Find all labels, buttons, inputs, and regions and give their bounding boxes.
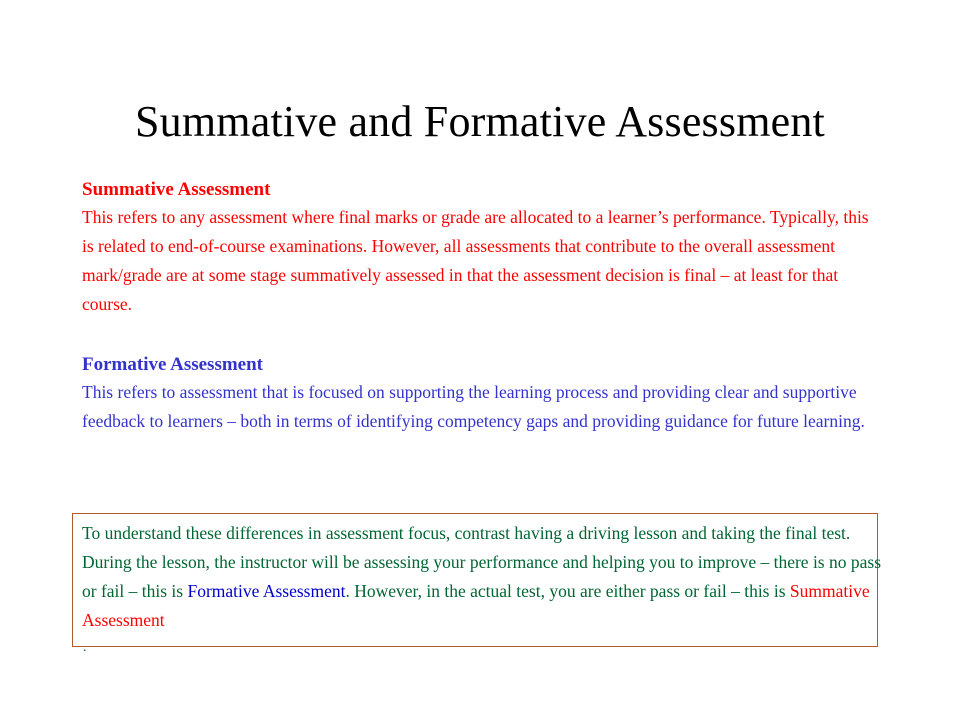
example-text-part1: To understand these differences in assessment focus, contrast having a driving lesson and taking the final test. During the lesson, the instructor will be assessing your performance and helping you to improve – there is no pass or fail – this is [82,523,882,601]
formative-body: This refers to assessment that is focused on supporting the learning process and providing clear and supportive feedback to learners – both in terms of identifying competency gaps and providing guidance for future learning. [82,382,865,431]
example-text [82,519,882,635]
slide-title: Summative and Formative Assessment [135,97,825,146]
formative-heading: Formative Assessment [82,354,263,375]
formative-section [82,352,882,436]
example-text-part2: . However, in the actual test, you are either pass or fail – this is [345,581,790,601]
summative-body: This refers to any assessment where final marks or grade are allocated to a learner’s performance. Typically, this is related to end-of-course examinations. However, all assessments that contribute to the overall assessment mark/grade are at some stage summatively assessed in that the assessment decision is final – at least for that course. [82,207,869,314]
summative-heading: Summative Assessment [82,179,271,200]
example-formative-term: Formative Assessment [187,581,346,601]
example-summative-term: Summative Assessment [82,581,870,630]
summative-section [82,177,882,319]
example-trailing-dot: . [83,640,87,655]
